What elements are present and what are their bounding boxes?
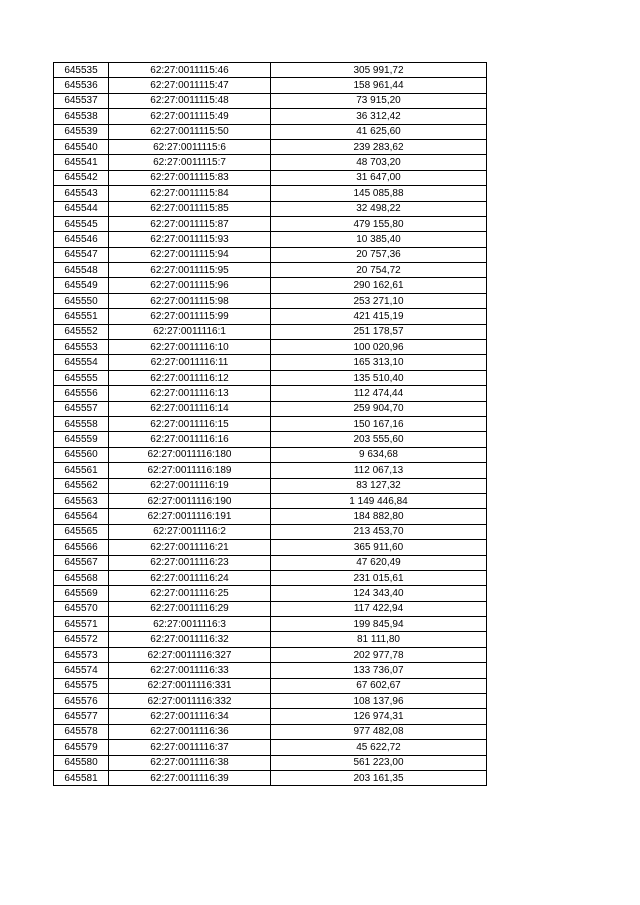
cadastral-number-cell: 62:27:0011116:12	[109, 370, 271, 385]
value-cell: 48 703,20	[271, 155, 487, 170]
cadastral-number-cell: 62:27:0011115:47	[109, 78, 271, 93]
cadastral-number-cell: 62:27:0011115:96	[109, 278, 271, 293]
row-number-cell: 645550	[54, 293, 109, 308]
cadastral-number-cell: 62:27:0011115:49	[109, 109, 271, 124]
cadastral-number-cell: 62:27:0011115:7	[109, 155, 271, 170]
row-number-cell: 645559	[54, 432, 109, 447]
cadastral-number-cell: 62:27:0011116:14	[109, 401, 271, 416]
row-number-cell: 645581	[54, 770, 109, 785]
value-cell: 112 067,13	[271, 463, 487, 478]
row-number-cell: 645539	[54, 124, 109, 139]
value-cell: 203 555,60	[271, 432, 487, 447]
cadastral-number-cell: 62:27:0011116:15	[109, 416, 271, 431]
value-cell: 100 020,96	[271, 340, 487, 355]
cadastral-number-cell: 62:27:0011116:19	[109, 478, 271, 493]
value-cell: 31 647,00	[271, 170, 487, 185]
row-number-cell: 645552	[54, 324, 109, 339]
cadastral-number-cell: 62:27:0011115:48	[109, 93, 271, 108]
table-row	[54, 647, 487, 662]
row-number-cell: 645576	[54, 694, 109, 709]
table-row	[54, 755, 487, 770]
value-cell: 977 482,08	[271, 724, 487, 739]
value-cell: 108 137,96	[271, 694, 487, 709]
row-number-cell: 645553	[54, 340, 109, 355]
cadastral-number-cell: 62:27:0011115:87	[109, 216, 271, 231]
row-number-cell: 645542	[54, 170, 109, 185]
value-cell: 213 453,70	[271, 524, 487, 539]
table-body	[54, 63, 487, 786]
value-cell: 41 625,60	[271, 124, 487, 139]
row-number-cell: 645569	[54, 586, 109, 601]
cadastral-number-cell: 62:27:0011115:93	[109, 232, 271, 247]
row-number-cell: 645563	[54, 493, 109, 508]
row-number-cell: 645560	[54, 447, 109, 462]
value-cell: 202 977,78	[271, 647, 487, 662]
cadastral-number-cell: 62:27:0011116:24	[109, 570, 271, 585]
table-row	[54, 601, 487, 616]
value-cell: 199 845,94	[271, 617, 487, 632]
table-row	[54, 478, 487, 493]
row-number-cell: 645555	[54, 370, 109, 385]
value-cell: 365 911,60	[271, 540, 487, 555]
value-cell: 290 162,61	[271, 278, 487, 293]
cadastral-number-cell: 62:27:0011115:85	[109, 201, 271, 216]
value-cell: 10 385,40	[271, 232, 487, 247]
table-row	[54, 170, 487, 185]
table-row	[54, 78, 487, 93]
table-row	[54, 278, 487, 293]
row-number-cell: 645558	[54, 416, 109, 431]
cadastral-number-cell: 62:27:0011116:36	[109, 724, 271, 739]
cadastral-number-cell: 62:27:0011116:331	[109, 678, 271, 693]
cadastral-number-cell: 62:27:0011116:190	[109, 493, 271, 508]
row-number-cell: 645538	[54, 109, 109, 124]
table-row	[54, 555, 487, 570]
table-row	[54, 663, 487, 678]
row-number-cell: 645565	[54, 524, 109, 539]
table-row	[54, 309, 487, 324]
cadastral-number-cell: 62:27:0011115:46	[109, 63, 271, 78]
row-number-cell: 645540	[54, 139, 109, 154]
cadastral-number-cell: 62:27:0011116:1	[109, 324, 271, 339]
value-cell: 479 155,80	[271, 216, 487, 231]
row-number-cell: 645561	[54, 463, 109, 478]
row-number-cell: 645566	[54, 540, 109, 555]
table-row	[54, 216, 487, 231]
table-row	[54, 709, 487, 724]
table-row	[54, 586, 487, 601]
table-row	[54, 340, 487, 355]
cadastral-number-cell: 62:27:0011116:189	[109, 463, 271, 478]
row-number-cell: 645536	[54, 78, 109, 93]
value-cell: 1 149 446,84	[271, 493, 487, 508]
row-number-cell: 645575	[54, 678, 109, 693]
table-row	[54, 770, 487, 785]
table-row	[54, 247, 487, 262]
value-cell: 47 620,49	[271, 555, 487, 570]
table-row	[54, 632, 487, 647]
table-row	[54, 493, 487, 508]
table-row	[54, 570, 487, 585]
value-cell: 126 974,31	[271, 709, 487, 724]
table-row	[54, 401, 487, 416]
row-number-cell: 645545	[54, 216, 109, 231]
value-cell: 124 343,40	[271, 586, 487, 601]
table-row	[54, 432, 487, 447]
row-number-cell: 645568	[54, 570, 109, 585]
table-row	[54, 186, 487, 201]
table-row	[54, 263, 487, 278]
row-number-cell: 645574	[54, 663, 109, 678]
cadastral-number-cell: 62:27:0011115:84	[109, 186, 271, 201]
row-number-cell: 645577	[54, 709, 109, 724]
cadastral-number-cell: 62:27:0011116:332	[109, 694, 271, 709]
table-row	[54, 740, 487, 755]
cadastral-number-cell: 62:27:0011116:39	[109, 770, 271, 785]
cadastral-number-cell: 62:27:0011116:11	[109, 355, 271, 370]
table-row	[54, 324, 487, 339]
table-row	[54, 232, 487, 247]
cadastral-number-cell: 62:27:0011115:6	[109, 139, 271, 154]
row-number-cell: 645549	[54, 278, 109, 293]
cadastral-number-cell: 62:27:0011116:38	[109, 755, 271, 770]
table-row	[54, 155, 487, 170]
value-cell: 158 961,44	[271, 78, 487, 93]
cadastral-number-cell: 62:27:0011116:25	[109, 586, 271, 601]
data-table	[53, 62, 487, 786]
table-row	[54, 124, 487, 139]
table-row	[54, 447, 487, 462]
row-number-cell: 645578	[54, 724, 109, 739]
table-row	[54, 93, 487, 108]
table-row	[54, 139, 487, 154]
value-cell: 421 415,19	[271, 309, 487, 324]
row-number-cell: 645541	[54, 155, 109, 170]
row-number-cell: 645564	[54, 509, 109, 524]
cadastral-number-cell: 62:27:0011116:23	[109, 555, 271, 570]
cadastral-number-cell: 62:27:0011116:191	[109, 509, 271, 524]
row-number-cell: 645546	[54, 232, 109, 247]
cadastral-number-cell: 62:27:0011116:3	[109, 617, 271, 632]
cadastral-number-cell: 62:27:0011116:327	[109, 647, 271, 662]
cadastral-number-cell: 62:27:0011116:13	[109, 386, 271, 401]
spreadsheet-page	[53, 62, 487, 786]
cadastral-number-cell: 62:27:0011115:95	[109, 263, 271, 278]
table-row	[54, 524, 487, 539]
table-row	[54, 416, 487, 431]
row-number-cell: 645543	[54, 186, 109, 201]
value-cell: 20 757,36	[271, 247, 487, 262]
cadastral-number-cell: 62:27:0011115:94	[109, 247, 271, 262]
value-cell: 165 313,10	[271, 355, 487, 370]
value-cell: 239 283,62	[271, 139, 487, 154]
value-cell: 231 015,61	[271, 570, 487, 585]
row-number-cell: 645579	[54, 740, 109, 755]
value-cell: 9 634,68	[271, 447, 487, 462]
cadastral-number-cell: 62:27:0011115:83	[109, 170, 271, 185]
cadastral-number-cell: 62:27:0011116:33	[109, 663, 271, 678]
value-cell: 73 915,20	[271, 93, 487, 108]
table-row	[54, 463, 487, 478]
value-cell: 251 178,57	[271, 324, 487, 339]
value-cell: 133 736,07	[271, 663, 487, 678]
table-row	[54, 509, 487, 524]
table-row	[54, 63, 487, 78]
value-cell: 32 498,22	[271, 201, 487, 216]
value-cell: 259 904,70	[271, 401, 487, 416]
value-cell: 83 127,32	[271, 478, 487, 493]
row-number-cell: 645562	[54, 478, 109, 493]
value-cell: 184 882,80	[271, 509, 487, 524]
table-row	[54, 617, 487, 632]
cadastral-number-cell: 62:27:0011115:98	[109, 293, 271, 308]
cadastral-number-cell: 62:27:0011116:180	[109, 447, 271, 462]
table-row	[54, 293, 487, 308]
value-cell: 561 223,00	[271, 755, 487, 770]
value-cell: 253 271,10	[271, 293, 487, 308]
row-number-cell: 645557	[54, 401, 109, 416]
table-row	[54, 355, 487, 370]
table-row	[54, 678, 487, 693]
row-number-cell: 645547	[54, 247, 109, 262]
cadastral-number-cell: 62:27:0011116:2	[109, 524, 271, 539]
row-number-cell: 645573	[54, 647, 109, 662]
row-number-cell: 645570	[54, 601, 109, 616]
row-number-cell: 645537	[54, 93, 109, 108]
value-cell: 135 510,40	[271, 370, 487, 385]
value-cell: 145 085,88	[271, 186, 487, 201]
cadastral-number-cell: 62:27:0011116:10	[109, 340, 271, 355]
cadastral-number-cell: 62:27:0011115:50	[109, 124, 271, 139]
row-number-cell: 645535	[54, 63, 109, 78]
table-row	[54, 109, 487, 124]
value-cell: 117 422,94	[271, 601, 487, 616]
row-number-cell: 645548	[54, 263, 109, 278]
value-cell: 305 991,72	[271, 63, 487, 78]
value-cell: 112 474,44	[271, 386, 487, 401]
row-number-cell: 645580	[54, 755, 109, 770]
row-number-cell: 645551	[54, 309, 109, 324]
value-cell: 81 111,80	[271, 632, 487, 647]
cadastral-number-cell: 62:27:0011116:21	[109, 540, 271, 555]
row-number-cell: 645567	[54, 555, 109, 570]
cadastral-number-cell: 62:27:0011116:34	[109, 709, 271, 724]
table-row	[54, 386, 487, 401]
cadastral-number-cell: 62:27:0011115:99	[109, 309, 271, 324]
row-number-cell: 645571	[54, 617, 109, 632]
value-cell: 36 312,42	[271, 109, 487, 124]
value-cell: 67 602,67	[271, 678, 487, 693]
row-number-cell: 645572	[54, 632, 109, 647]
row-number-cell: 645556	[54, 386, 109, 401]
cadastral-number-cell: 62:27:0011116:16	[109, 432, 271, 447]
table-row	[54, 724, 487, 739]
cadastral-number-cell: 62:27:0011116:29	[109, 601, 271, 616]
value-cell: 203 161,35	[271, 770, 487, 785]
table-row	[54, 370, 487, 385]
cadastral-number-cell: 62:27:0011116:37	[109, 740, 271, 755]
row-number-cell: 645544	[54, 201, 109, 216]
table-row	[54, 540, 487, 555]
cadastral-number-cell: 62:27:0011116:32	[109, 632, 271, 647]
value-cell: 45 622,72	[271, 740, 487, 755]
value-cell: 20 754,72	[271, 263, 487, 278]
value-cell: 150 167,16	[271, 416, 487, 431]
row-number-cell: 645554	[54, 355, 109, 370]
table-row	[54, 201, 487, 216]
table-row	[54, 694, 487, 709]
